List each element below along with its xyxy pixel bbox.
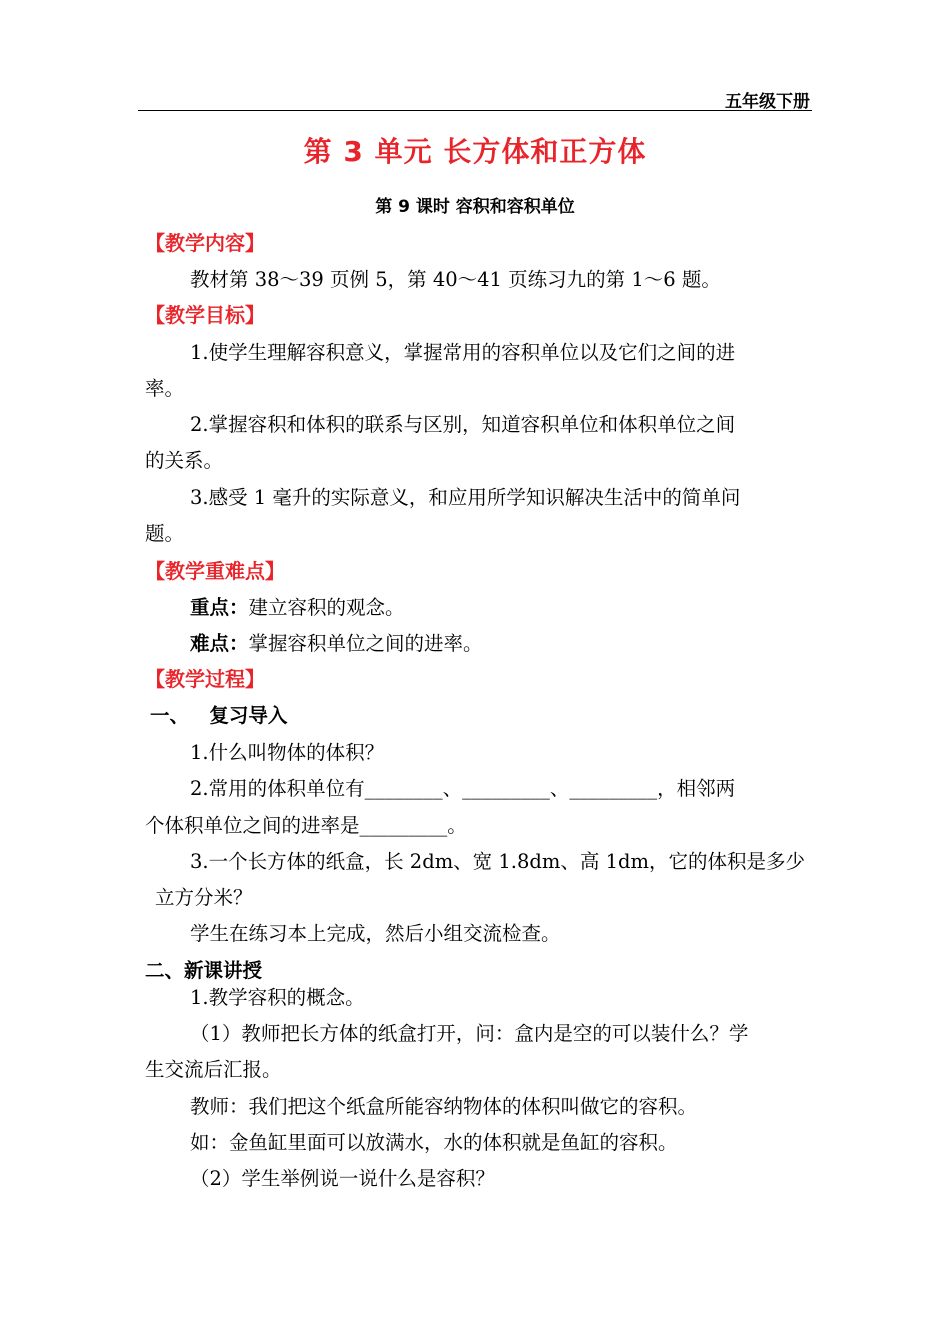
- review-q4: 学生在练习本上完成，然后小组交流检查。: [190, 922, 561, 945]
- new-item-4: 如：金鱼缸里面可以放满水，水的体积就是鱼缸的容积。: [190, 1131, 678, 1154]
- content-heading: 【教学内容】: [145, 231, 265, 255]
- goal-3-line-1: 3.感受 1 毫升的实际意义，和应用所学知识解决生活中的简单问: [190, 486, 741, 509]
- goal-1-line-2: 率。: [145, 377, 185, 400]
- goal-3-line-2: 题。: [145, 522, 185, 545]
- part-2-heading: 二、新课讲授: [145, 959, 263, 982]
- key-point-text: 建立容积的观念。: [248, 596, 405, 619]
- goals-heading: 【教学目标】: [145, 303, 265, 327]
- review-q1: 1.什么叫物体的体积？: [190, 741, 385, 764]
- difficult-point: [190, 628, 483, 656]
- review-q2-line-2: 个体积单位之间的进率是_________。: [145, 814, 467, 837]
- content-text: 教材第 38～39 页例 5，第 40～41 页练习九的第 1～6 题。: [190, 268, 721, 291]
- new-item-1: 1.教学容积的概念。: [190, 986, 365, 1009]
- part-1-heading: 一、 复习导入: [150, 704, 288, 727]
- new-item-5: （2）学生举例说一说什么是容积？: [190, 1167, 495, 1190]
- review-q3-line-2: 立方分米？: [155, 886, 253, 909]
- lesson-subtitle: 第 9 课时 容积和容积单位: [375, 197, 575, 217]
- review-q3-line-1: 3.一个长方体的纸盒，长 2dm、宽 1.8dm、高 1dm，它的体积是多少: [190, 850, 805, 873]
- new-item-3: 教师：我们把这个纸盒所能容纳物体的体积叫做它的容积。: [190, 1095, 698, 1118]
- new-item-2-line-1: （1）教师把长方体的纸盒打开，问：盒内是空的可以装什么？学: [190, 1022, 749, 1045]
- key-point-label: 重点：: [190, 596, 249, 619]
- header-divider: [138, 110, 812, 111]
- difficult-point-text: 掌握容积单位之间的进率。: [248, 632, 483, 655]
- key-heading: 【教学重难点】: [145, 559, 285, 583]
- goal-2-line-2: 的关系。: [145, 449, 224, 472]
- new-item-2-line-2: 生交流后汇报。: [145, 1058, 282, 1081]
- grade-label: 五年级下册: [725, 92, 810, 112]
- key-point: [190, 592, 405, 620]
- difficult-point-label: 难点：: [190, 632, 249, 655]
- process-heading: 【教学过程】: [145, 667, 265, 691]
- review-q2-line-1: 2.常用的体积单位有________、_________、_________，相邻两: [190, 777, 736, 800]
- unit-title: 第 3 单元 长方体和正方体: [303, 135, 647, 168]
- goal-2-line-1: 2.掌握容积和体积的联系与区别，知道容积单位和体积单位之间: [190, 413, 736, 436]
- goal-1-line-1: 1.使学生理解容积意义，掌握常用的容积单位以及它们之间的进: [190, 341, 736, 364]
